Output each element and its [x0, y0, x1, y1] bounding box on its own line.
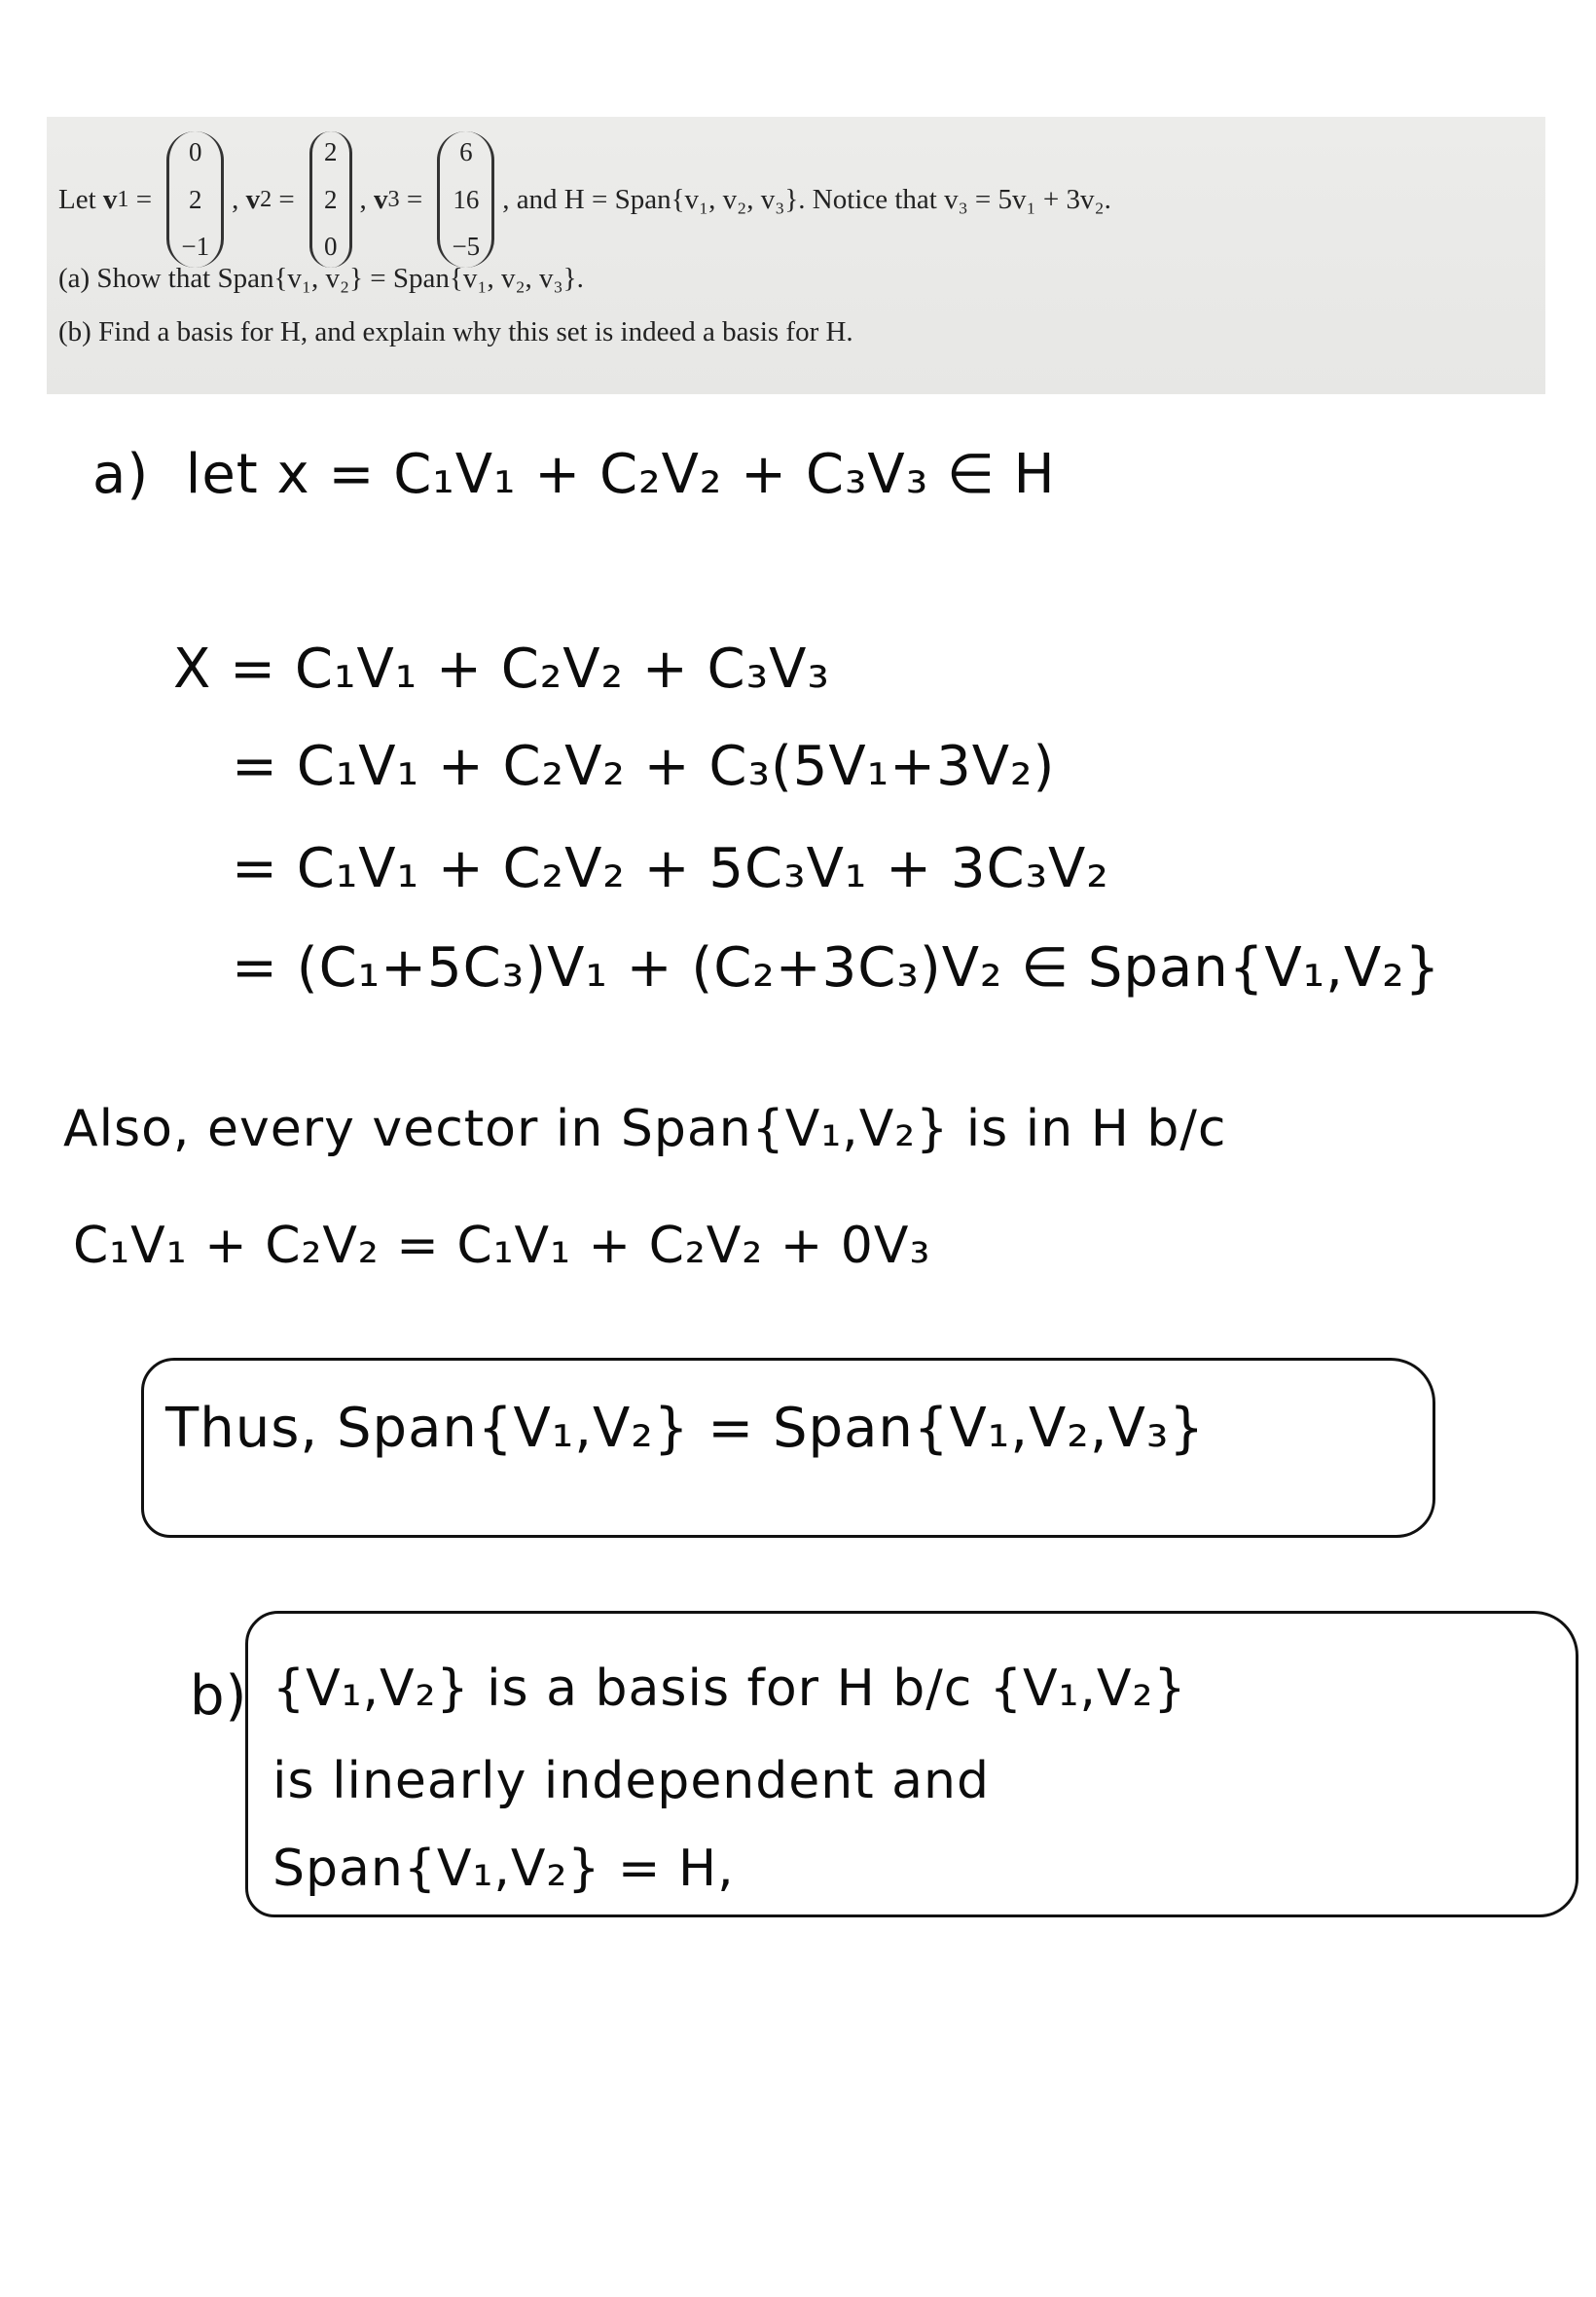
- v3-sub: 3: [387, 186, 400, 212]
- v3-entry: −5: [452, 232, 481, 261]
- v1-eq: =: [128, 183, 160, 215]
- part-a-prompt: (a) Show that Span{v₁, v₂} = Span{v₁, v₂, v₃}.: [58, 263, 584, 294]
- vector-v2: [309, 131, 352, 268]
- v1-entry: 2: [188, 184, 202, 214]
- v1-entry: −1: [181, 232, 210, 261]
- answer-a-line2: X = C₁V₁ + C₂V₂ + C₃V₃: [173, 638, 830, 701]
- v2-eq: =: [272, 183, 303, 215]
- vector-definitions: Let v 1 = 0 2 −1 , v 2 = 2 2 0 , v 3 = 6 16 −5 , and H = Span{v₁, v₂, v₃}. Notice that v₃ = 5v₁ + 3v₂.: [58, 127, 1111, 273]
- v1-sub: 1: [117, 186, 129, 212]
- thus-conclusion: Thus, Span{V₁,V₂} = Span{V₁,V₂,V₃}: [165, 1397, 1206, 1460]
- answer-a-line4: = C₁V₁ + C₂V₂ + 5C₃V₁ + 3C₃V₂: [232, 837, 1109, 900]
- printed-problem: [47, 117, 1545, 394]
- answer-a-line3: = C₁V₁ + C₂V₂ + C₃(5V₁+3V₂): [232, 735, 1056, 798]
- v2-entry: 2: [324, 184, 338, 214]
- problem-tail: , and H = Span{v₁, v₂, v₃}. Notice that v₃ = 5v₁ + 3v₂.: [502, 183, 1111, 215]
- also-line2: C₁V₁ + C₂V₂ = C₁V₁ + C₂V₂ + 0V₃: [73, 1217, 931, 1275]
- v2-entry: 0: [324, 232, 338, 261]
- answer-b-line1: {V₁,V₂} is a basis for H b/c {V₁,V₂}: [272, 1659, 1187, 1718]
- v1-name: v: [102, 183, 118, 215]
- v3-entry: 16: [453, 184, 480, 214]
- v3-eq: =: [399, 183, 430, 215]
- vector-v3: [437, 131, 494, 268]
- v3-name: v: [374, 183, 388, 215]
- v1-entry: 0: [188, 137, 202, 166]
- let-label: Let: [58, 183, 103, 215]
- answer-a-line1: a) let x = C₁V₁ + C₂V₂ + C₃V₃ ∈ H: [92, 443, 1056, 506]
- v2-entry: 2: [324, 137, 338, 166]
- v2-name: v: [245, 183, 261, 215]
- vector-v1: [166, 131, 224, 268]
- part-b-prompt: (b) Find a basis for H, and explain why this set is indeed a basis for H.: [58, 316, 853, 347]
- answer-b-line3: Span{V₁,V₂} = H,: [272, 1840, 735, 1898]
- v2-sub: 2: [260, 186, 272, 212]
- b-label: b): [190, 1664, 248, 1728]
- v3-entry: 6: [459, 137, 473, 166]
- answer-a-line5: = (C₁+5C₃)V₁ + (C₂+3C₃)V₂ ∈ Span{V₁,V₂}: [232, 936, 1441, 1000]
- also-line1: Also, every vector in Span{V₁,V₂} is in H b/c: [63, 1100, 1227, 1158]
- answer-b-line2: is linearly independent and: [272, 1752, 990, 1810]
